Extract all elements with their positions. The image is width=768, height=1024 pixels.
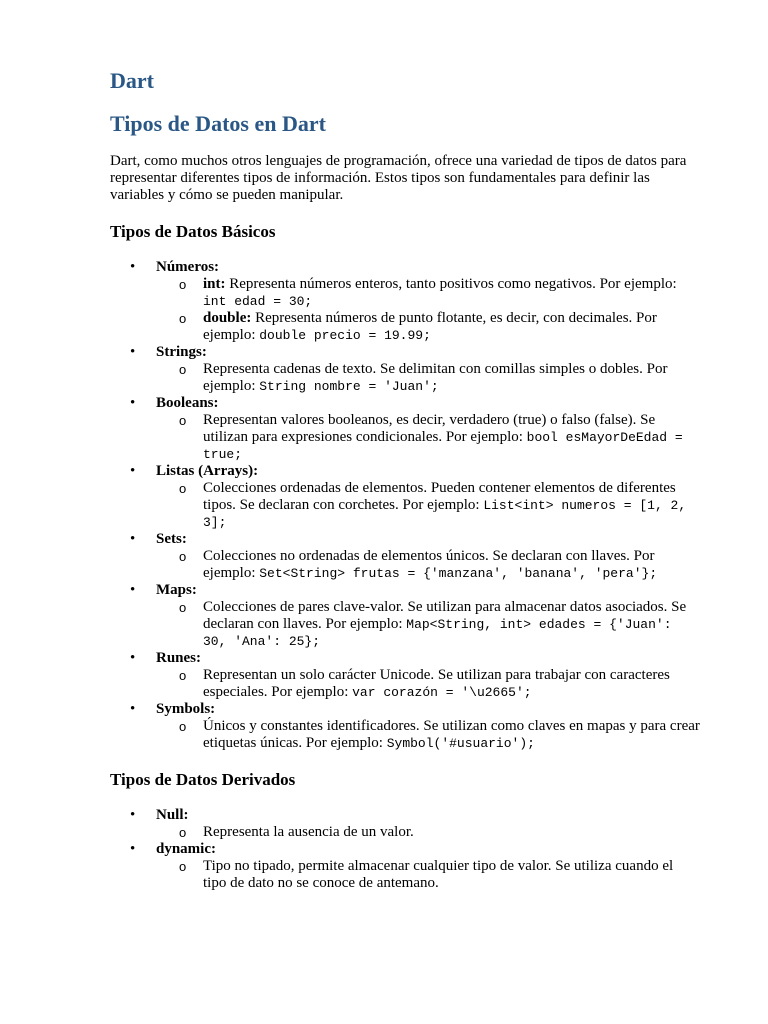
code-example: bool esMayorDeEdad = true; — [203, 430, 683, 462]
sub-item-text: Colecciones de pares clave-valor. Se utilizan para almacenar datos asociados. Se declaran con llaves. Por ejemplo: — [203, 599, 687, 632]
sub-list — [156, 276, 700, 344]
bullet-icon: • — [130, 701, 136, 717]
bullet-icon: • — [130, 841, 136, 857]
sub-list — [156, 480, 700, 531]
section-heading: Tipos de Datos Derivados — [110, 770, 296, 789]
sub-list-item — [156, 718, 700, 752]
circle-bullet-icon: o — [179, 311, 187, 326]
sub-item-text: Representan valores booleanos, es decir, verdadero (true) o falso (false). Se utilizan para expresiones condicionales. Por ejemplo: — [203, 412, 656, 445]
list-item-label: dynamic: — [156, 841, 216, 857]
bullet-list — [110, 259, 700, 752]
sub-list — [156, 718, 700, 752]
code-example: double precio = 19.99; — [259, 328, 431, 343]
circle-bullet-icon: o — [179, 600, 187, 615]
circle-bullet-icon: o — [179, 825, 187, 840]
bullet-icon: • — [130, 807, 136, 823]
circle-bullet-icon: o — [179, 362, 187, 377]
list-item-label: Números: — [156, 259, 220, 275]
list-item-label: Listas (Arrays): — [156, 463, 259, 479]
list-item-label: Strings: — [156, 344, 207, 360]
intro-paragraph: Dart, como muchos otros lenguajes de programación, ofrece una variedad de tipos de datos para representar diferentes tipos de información. Estos tipos son fundamentales para definir las variables y cómo se pueden manipular. — [110, 153, 687, 203]
document-title: Dart — [110, 68, 154, 93]
code-example: Set<String> frutas = {'manzana', 'banana', 'pera'}; — [259, 566, 658, 581]
sub-list-item — [156, 548, 700, 582]
list-item-label: Null: — [156, 807, 189, 823]
code-example: String nombre = 'Juan'; — [259, 379, 439, 394]
bullet-list — [110, 807, 700, 892]
type-term: double: — [203, 310, 252, 326]
sub-list — [156, 412, 700, 463]
sub-list-item — [156, 858, 700, 892]
list-item — [110, 841, 700, 892]
circle-bullet-icon: o — [179, 668, 187, 683]
sub-item-text: Colecciones no ordenadas de elementos únicos. Se declaran con llaves. Por ejemplo: — [203, 548, 655, 581]
circle-bullet-icon: o — [179, 719, 187, 734]
list-item-label: Runes: — [156, 650, 202, 666]
sub-list-item — [156, 824, 700, 841]
circle-bullet-icon: o — [179, 549, 187, 564]
sub-list-item — [156, 276, 700, 310]
list-item — [110, 344, 700, 395]
list-item — [110, 259, 700, 344]
sub-list-item — [156, 480, 700, 531]
code-example: int edad = 30; — [203, 294, 313, 309]
sub-list — [156, 361, 700, 395]
sub-item-text: Representa la ausencia de un valor. — [203, 824, 414, 840]
bullet-icon: • — [130, 531, 136, 547]
list-item-label: Symbols: — [156, 701, 216, 717]
circle-bullet-icon: o — [179, 859, 187, 874]
list-item — [110, 463, 700, 531]
bullet-icon: • — [130, 650, 136, 666]
type-term: int: — [203, 276, 226, 292]
document-subtitle: Tipos de Datos en Dart — [110, 111, 326, 136]
code-example: List<int> numeros = [1, 2, 3]; — [203, 498, 687, 530]
bullet-icon: • — [130, 395, 136, 411]
code-example: var corazón = '\u2665'; — [352, 685, 532, 700]
section-heading: Tipos de Datos Básicos — [110, 222, 276, 241]
sub-list — [156, 667, 700, 701]
sub-item-text: Representan un solo carácter Unicode. Se utilizan para trabajar con caracteres especiales. Por ejemplo: — [203, 667, 670, 700]
sections-container — [110, 222, 700, 892]
list-item — [110, 650, 700, 701]
list-item — [110, 582, 700, 650]
sub-item-text: Colecciones ordenadas de elementos. Pueden contener elementos de diferentes tipos. Se declaran con corchetes. Por ejemplo: — [203, 480, 676, 513]
sub-list-item — [156, 599, 700, 650]
list-item-label: Booleans: — [156, 395, 219, 411]
code-example: Symbol('#usuario'); — [386, 736, 535, 751]
list-item — [110, 701, 700, 752]
sub-list — [156, 824, 700, 841]
list-item — [110, 395, 700, 463]
list-item-label: Sets: — [156, 531, 187, 547]
bullet-icon: • — [130, 259, 136, 275]
circle-bullet-icon: o — [179, 413, 187, 428]
sub-list-item — [156, 361, 700, 395]
document-page — [110, 68, 700, 892]
circle-bullet-icon: o — [179, 481, 187, 496]
bullet-icon: • — [130, 582, 136, 598]
sub-item-text: Tipo no tipado, permite almacenar cualquier tipo de valor. Se utiliza cuando el tipo de dato no se conoce de antemano. — [203, 858, 674, 891]
bullet-icon: • — [130, 463, 136, 479]
sub-list — [156, 548, 700, 582]
list-item-label: Maps: — [156, 582, 197, 598]
sub-item-text: Únicos y constantes identificadores. Se utilizan como claves en mapas y para crear etiquetas únicas. Por ejemplo: — [203, 718, 700, 751]
sub-list — [156, 599, 700, 650]
sub-list-item — [156, 667, 700, 701]
bullet-icon: • — [130, 344, 136, 360]
circle-bullet-icon: o — [179, 277, 187, 292]
code-example: Map<String, int> edades = {'Juan': 30, 'Ana': 25}; — [203, 617, 672, 649]
sub-item-text: Representa números de punto flotante, es decir, con decimales. Por ejemplo: — [203, 310, 657, 343]
sub-item-text: Representa cadenas de texto. Se delimitan con comillas simples o dobles. Por ejemplo: — [203, 361, 668, 394]
sub-list-item — [156, 412, 700, 463]
sub-list — [156, 858, 700, 892]
list-item — [110, 807, 700, 841]
sub-item-text: Representa números enteros, tanto positivos como negativos. Por ejemplo: — [225, 276, 677, 292]
sub-list-item — [156, 310, 700, 344]
list-item — [110, 531, 700, 582]
